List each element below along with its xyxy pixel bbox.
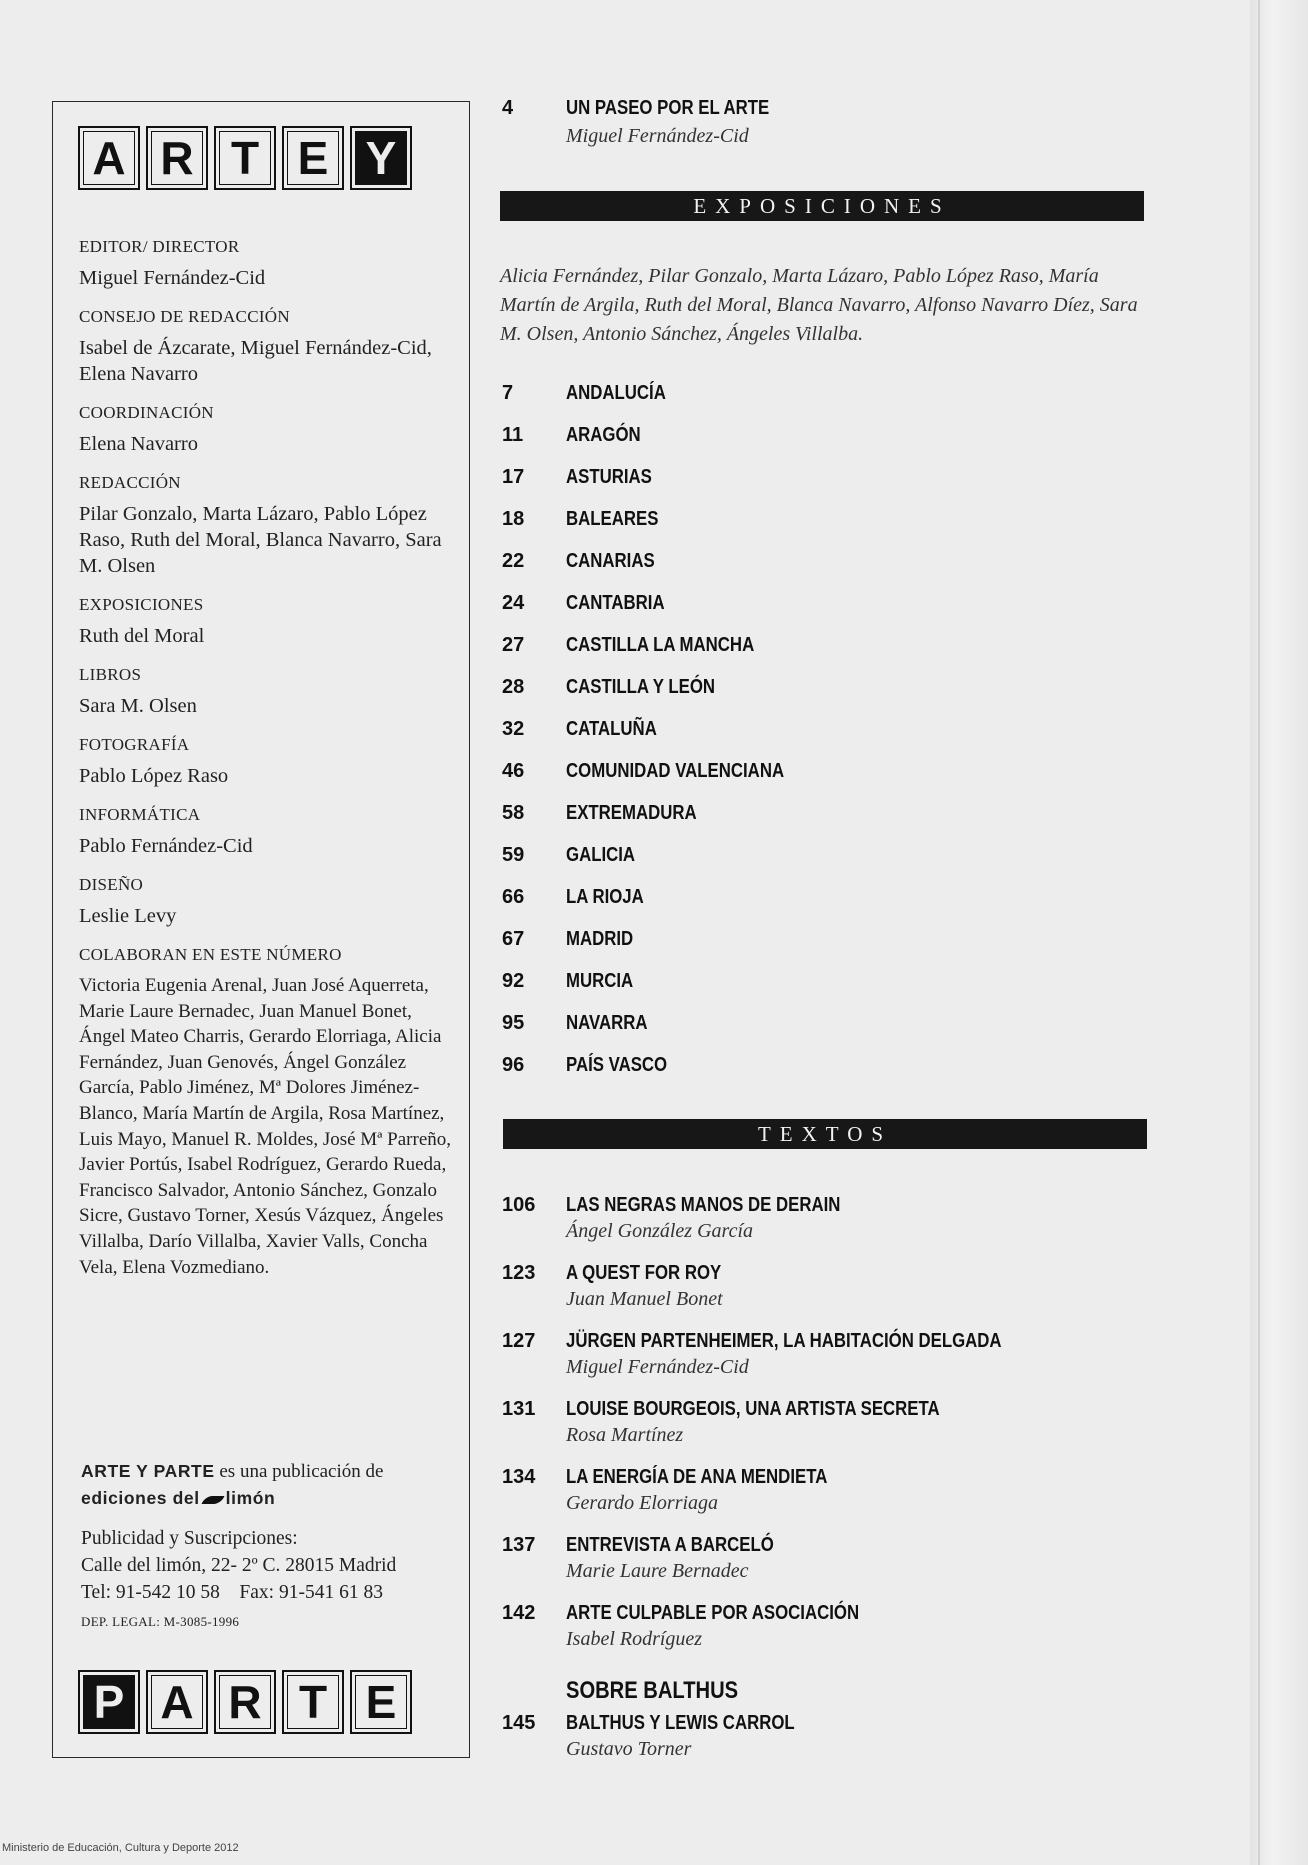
toc-title: GALICIA: [566, 844, 636, 866]
toc-author: Miguel Fernández-Cid: [566, 1356, 749, 1378]
toc-page-number: 137: [502, 1534, 536, 1556]
credit-editor: [79, 237, 459, 291]
credits-list: [79, 237, 459, 1296]
credit-role: LIBROS: [79, 665, 142, 684]
logo-letter: R: [214, 1670, 276, 1734]
toc-page-number: 134: [502, 1466, 536, 1488]
toc-title: A QUEST FOR ROY: [566, 1262, 722, 1284]
toc-author: Ángel González García: [566, 1220, 754, 1242]
toc-page-number: 123: [502, 1262, 536, 1284]
toc-title: ANDALUCÍA: [566, 382, 666, 404]
credit-names: Miguel Fernández-Cid: [79, 267, 266, 289]
toc-page-number: 18: [502, 508, 525, 530]
toc-title: ASTURIAS: [566, 466, 652, 488]
credit-consejo: [79, 307, 459, 387]
credit-diseno: [79, 875, 459, 929]
credit-fotografia: [79, 735, 459, 789]
publisher-brand: ARTE Y PARTE: [81, 1461, 215, 1481]
logo-letter: R: [146, 126, 208, 190]
toc-page-number: 27: [502, 634, 525, 656]
toc-title: CASTILLA LA MANCHA: [566, 634, 755, 656]
toc-title: NAVARRA: [566, 1012, 648, 1034]
credit-role: INFORMÁTICA: [79, 805, 201, 824]
toc-author: Isabel Rodríguez: [566, 1628, 703, 1650]
section-bar-textos: TEXTOS: [503, 1119, 1147, 1149]
toc-title: PAÍS VASCO: [566, 1054, 668, 1076]
toc-title: CANARIAS: [566, 550, 655, 572]
masthead-box: [52, 101, 470, 1758]
toc-subheading: SOBRE BALTHUS: [566, 1677, 739, 1704]
credit-names: Pilar Gonzalo, Marta Lázaro, Pablo López Raso, Ruth del Moral, Blanca Navarro, Sara M. Olsen: [79, 503, 442, 577]
logo-letter: T: [282, 1670, 344, 1734]
credit-redaccion: [79, 473, 459, 579]
toc-title: ARAGÓN: [566, 424, 641, 446]
credit-role: EDITOR/ DIRECTOR: [79, 237, 240, 256]
credit-names: Sara M. Olsen: [79, 695, 197, 717]
lemon-leaf-icon: [201, 1496, 224, 1504]
toc-title: BALTHUS Y LEWIS CARROL: [566, 1712, 795, 1734]
toc-page-number: 92: [502, 970, 525, 992]
toc-title: CATALUÑA: [566, 718, 657, 740]
address-fax: Fax: 91-541 61 83: [239, 1582, 383, 1603]
logo-arte-y: [78, 126, 412, 190]
toc-title: ARTE CULPABLE POR ASOCIACIÓN: [566, 1602, 860, 1624]
toc-title: LOUISE BOURGEOIS, UNA ARTISTA SECRETA: [566, 1398, 940, 1420]
toc-title: MURCIA: [566, 970, 634, 992]
toc-page-number: 145: [502, 1712, 536, 1734]
toc-author: Miguel Fernández-Cid: [566, 125, 749, 147]
address-phones: [81, 1579, 461, 1606]
logo-parte: [78, 1670, 412, 1734]
toc-author: Gerardo Elorriaga: [566, 1492, 719, 1514]
credit-role: EXPOSICIONES: [79, 595, 204, 614]
credit-names: Victoria Eugenia Arenal, Juan José Aquerreta, Marie Laure Bernadec, Juan Manuel Bonet, Ángel Mateo Charris, Gerardo Elorriaga, Alicia Fernández, Juan Genovés, Ángel González García, Pablo Jiménez, Mª Dolores Jiménez-Blanco, María Martín de Argila, Rosa Martínez, Luis Mayo, Manuel R. Moldes, José Mª Parreño, Javier Portús, Isabel Rodríguez, Gerardo Rueda, Francisco Salvador, Antonio Sánchez, Gonzalo Sicre, Gustavo Torner, Xesús Vázquez, Ángeles Villalba, Darío Villalba, Xavier Valls, Concha Vela, Elena Vozmediano.: [79, 975, 452, 1278]
publisher-text: es una publicación de: [219, 1461, 384, 1482]
credit-libros: [79, 665, 459, 719]
toc-title: LAS NEGRAS MANOS DE DERAIN: [566, 1194, 841, 1216]
toc-page-number: 59: [502, 844, 525, 866]
toc-page-number: 7: [502, 382, 514, 404]
logo-letter: A: [146, 1670, 208, 1734]
toc-page-number: 58: [502, 802, 525, 824]
publisher-line: [81, 1458, 461, 1512]
footer-credit: Ministerio de Educación, Cultura y Deporte 2012: [2, 1842, 239, 1854]
logo-letter: T: [214, 126, 276, 190]
credit-coordinacion: [79, 403, 459, 457]
logo-letter: A: [78, 126, 140, 190]
toc-title: CASTILLA Y LEÓN: [566, 676, 716, 698]
logo-letter: E: [282, 126, 344, 190]
credit-role: FOTOGRAFÍA: [79, 735, 190, 754]
toc-page-number: 28: [502, 676, 525, 698]
credit-names: Isabel de Ázcarate, Miguel Fernández-Cid, Elena Navarro: [79, 337, 432, 385]
credit-informatica: [79, 805, 459, 859]
edition-name: limón: [225, 1488, 276, 1508]
toc-page-number: 66: [502, 886, 525, 908]
toc-page-number: 131: [502, 1398, 536, 1420]
toc-title: LA RIOJA: [566, 886, 644, 908]
toc-author: Rosa Martínez: [566, 1424, 684, 1446]
toc-page-number: 24: [502, 592, 525, 614]
credit-names: Elena Navarro: [79, 433, 198, 455]
page-edge-line: [1258, 0, 1260, 1865]
address-tel: Tel: 91-542 10 58: [81, 1582, 220, 1603]
toc-title: COMUNIDAD VALENCIANA: [566, 760, 785, 782]
credit-colaboradores: [79, 945, 459, 1280]
toc-page-number: 127: [502, 1330, 536, 1352]
address-street: Calle del limón, 22- 2º C. 28015 Madrid: [81, 1555, 397, 1576]
credit-names: Pablo Fernández-Cid: [79, 835, 253, 857]
logo-letter: P: [78, 1670, 140, 1734]
toc-page-number: 67: [502, 928, 525, 950]
toc-title: EXTREMADURA: [566, 802, 697, 824]
toc-page-number: 4: [502, 97, 514, 119]
exposiciones-contributors: Alicia Fernández, Pilar Gonzalo, Marta Lázaro, Pablo López Raso, María Martín de Argila, Ruth del Moral, Blanca Navarro, Alfonso Navarro Díez, Sara M. Olsen, Antonio Sánchez, Ángeles Villalba.: [500, 265, 1138, 345]
toc-title: UN PASEO POR EL ARTE: [566, 97, 770, 119]
credit-role: DISEÑO: [79, 875, 144, 894]
toc-page-number: 106: [502, 1194, 536, 1216]
credit-role: CONSEJO DE REDACCIÓN: [79, 307, 290, 326]
subscription-address: [81, 1525, 461, 1606]
toc-page-number: 32: [502, 718, 525, 740]
credit-names: Pablo López Raso: [79, 765, 229, 787]
logo-letter: Y: [350, 126, 412, 190]
credit-names: Ruth del Moral: [79, 625, 205, 647]
credit-names: Leslie Levy: [79, 905, 177, 927]
address-heading: Publicidad y Suscripciones:: [81, 1528, 298, 1549]
toc-page-number: 95: [502, 1012, 525, 1034]
toc-title: MADRID: [566, 928, 634, 950]
toc-title: JÜRGEN PARTENHEIMER, LA HABITACIÓN DELGADA: [566, 1330, 1002, 1352]
credit-role: COORDINACIÓN: [79, 403, 214, 422]
toc-author: Juan Manuel Bonet: [566, 1288, 723, 1310]
legal-deposit: DEP. LEGAL: M-3085-1996: [81, 1614, 240, 1629]
toc-author: Marie Laure Bernadec: [566, 1560, 749, 1582]
toc-title: LA ENERGÍA DE ANA MENDIETA: [566, 1466, 828, 1488]
toc-page-number: 11: [502, 424, 524, 446]
toc-title: BALEARES: [566, 508, 659, 530]
toc-author: Gustavo Torner: [566, 1738, 692, 1760]
toc-title: ENTREVISTA A BARCELÓ: [566, 1534, 774, 1556]
toc-title: CANTABRIA: [566, 592, 665, 614]
section-bar-exposiciones: EXPOSICIONES: [500, 191, 1144, 221]
toc-page-number: 96: [502, 1054, 525, 1076]
credit-role: COLABORAN EN ESTE NÚMERO: [79, 945, 342, 964]
toc-page-number: 46: [502, 760, 525, 782]
toc-page-number: 142: [502, 1602, 536, 1624]
toc-page-number: 22: [502, 550, 525, 572]
edition-prefix: ediciones del: [81, 1488, 200, 1508]
credit-exposiciones: [79, 595, 459, 649]
toc-page-number: 17: [502, 466, 525, 488]
credit-role: REDACCIÓN: [79, 473, 181, 492]
logo-letter: E: [350, 1670, 412, 1734]
